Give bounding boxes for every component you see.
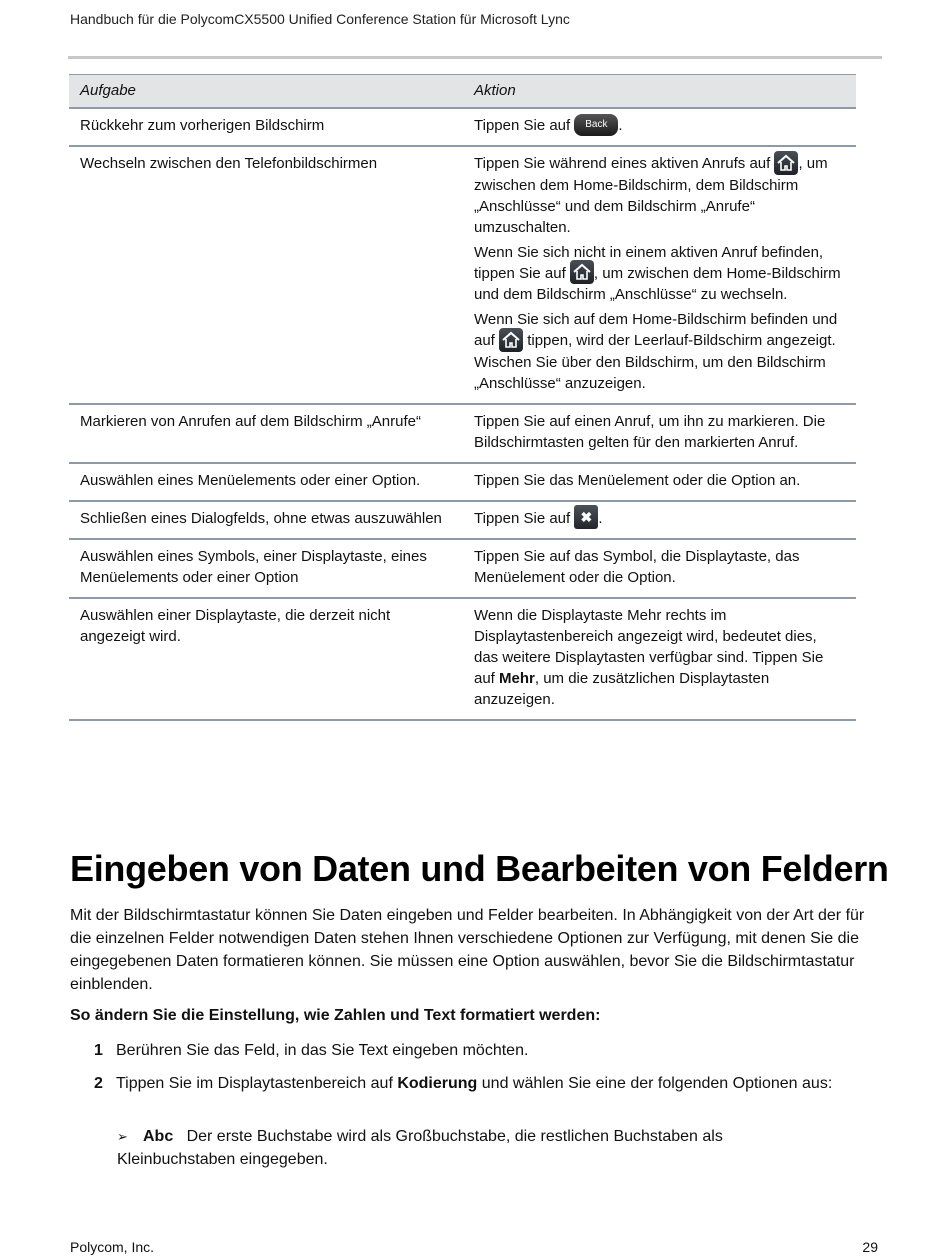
- bullet-item: [117, 1125, 837, 1171]
- step-number: 1: [94, 1042, 103, 1059]
- task-action-table: [69, 74, 856, 721]
- action-bold-term: Mehr: [499, 670, 535, 688]
- action-cell: Tippen Sie auf einen Anruf, um ihn zu markieren. Die Bildschirmtasten gelten für den markierten Anruf.: [463, 404, 856, 463]
- task-cell: Markieren von Anrufen auf dem Bildschirm „Anrufe“: [69, 404, 463, 463]
- back-button-icon: Back: [574, 114, 618, 136]
- action-text: Wenn Sie sich nicht in einem aktiven Anruf befinden, tippen Sie auf: [474, 243, 824, 282]
- action-text: Wenn die Displaytaste Mehr rechts im Displaytastenbereich angezeigt wird, bedeutet dies, das weitere Displaytasten verfügbar sind. Tippen Sie auf: [474, 607, 824, 688]
- step-text-end: und wählen Sie eine der folgenden Optionen aus:: [477, 1075, 833, 1092]
- close-icon: ✖: [574, 505, 598, 529]
- home-icon: [570, 260, 594, 284]
- bullet-term: Abc: [143, 1128, 174, 1145]
- action-text-end: tippen, wird der Leerlauf-Bildschirm angezeigt. Wischen Sie über den Bildschirm, um den Bildschirm „Anschlüsse“ anzuzeigen.: [474, 332, 836, 392]
- action-cell: [463, 501, 856, 540]
- action-text-end: .: [618, 117, 623, 134]
- action-text: Tippen Sie während eines aktiven Anrufs auf: [474, 155, 771, 172]
- section-title: Eingeben von Daten und Bearbeiten von Feldern: [70, 848, 889, 889]
- action-text: Tippen Sie auf: [474, 117, 571, 134]
- action-text-end: , um die zusätzlichen Displaytasten anzuzeigen.: [474, 670, 770, 709]
- arrow-bullet-icon: ➢: [117, 1129, 128, 1144]
- task-cell: Auswählen eines Symbols, einer Displaytaste, eines Menüelements oder einer Option: [69, 539, 463, 598]
- step-item: [94, 1039, 864, 1062]
- table-row: [69, 404, 856, 463]
- action-cell: [463, 146, 856, 404]
- action-text-end: , um zwischen dem Home-Bildschirm, dem Bildschirm „Anschlüsse“ und dem Bildschirm „Anrufe“ umzuschalten.: [474, 155, 828, 236]
- table-row: [69, 501, 856, 540]
- task-cell: Rückkehr zum vorherigen Bildschirm: [69, 108, 463, 146]
- header-divider: [68, 56, 882, 59]
- column-header-action: Aktion: [463, 75, 856, 109]
- action-paragraph: [474, 242, 845, 306]
- action-cell: [463, 108, 856, 146]
- action-paragraph: [474, 153, 845, 238]
- running-header: Handbuch für die PolycomCX5500 Unified Conference Station für Microsoft Lync: [70, 11, 570, 27]
- intro-paragraph: Mit der Bildschirmtastatur können Sie Daten eingeben und Felder bearbeiten. In Abhängigkeit von der Art der für die einzelnen Felder notwendigen Daten stehen Ihnen verschiedene Optionen zur Verfügung, mit denen Sie die eingegebenen Daten formatieren können. Sie müssen eine Option auswählen, bevor Sie die Bildschirmtastatur einblenden.: [70, 907, 865, 993]
- task-cell: Auswählen einer Displaytaste, die derzeit nicht angezeigt wird.: [69, 598, 463, 720]
- home-icon: [774, 151, 798, 175]
- action-cell: Tippen Sie das Menüelement oder die Option an.: [463, 463, 856, 501]
- step-bold-term: Kodierung: [397, 1075, 478, 1092]
- footer-company: Polycom, Inc.: [70, 1239, 155, 1255]
- step-item: [94, 1072, 864, 1095]
- table-header-row: [69, 75, 856, 109]
- task-cell: Auswählen eines Menüelements oder einer Option.: [69, 463, 463, 501]
- table-row: [69, 108, 856, 146]
- bullet-text: Der erste Buchstabe wird als Großbuchstabe, die restlichen Buchstaben als Kleinbuchstaben eingegeben.: [117, 1128, 723, 1168]
- action-cell: [463, 598, 856, 720]
- procedure-heading: So ändern Sie die Einstellung, wie Zahlen und Text formatiert werden:: [70, 1007, 601, 1024]
- table-row: [69, 146, 856, 404]
- table-row: [69, 539, 856, 598]
- step-text: Tippen Sie im Displaytastenbereich auf: [116, 1075, 398, 1092]
- table-row: [69, 598, 856, 720]
- column-header-task: Aufgabe: [69, 75, 463, 109]
- action-text: Wenn Sie sich auf dem Home-Bildschirm befinden und auf: [474, 311, 838, 350]
- action-cell: Tippen Sie auf das Symbol, die Displaytaste, das Menüelement oder die Option.: [463, 539, 856, 598]
- table-row: [69, 463, 856, 501]
- step-number: 2: [94, 1075, 103, 1092]
- task-cell: Schließen eines Dialogfelds, ohne etwas auszuwählen: [69, 501, 463, 540]
- action-paragraph: [474, 309, 845, 394]
- task-cell: Wechseln zwischen den Telefonbildschirmen: [69, 146, 463, 404]
- action-text-end: .: [598, 509, 603, 527]
- action-text: Tippen Sie auf: [474, 509, 571, 527]
- action-text-end: , um zwischen dem Home-Bildschirm und dem Bildschirm „Anschlüsse“ zu wechseln.: [474, 264, 841, 304]
- step-text: Berühren Sie das Feld, in das Sie Text eingeben möchten.: [116, 1042, 529, 1059]
- page-number: 29: [862, 1239, 878, 1255]
- home-icon: [499, 328, 523, 352]
